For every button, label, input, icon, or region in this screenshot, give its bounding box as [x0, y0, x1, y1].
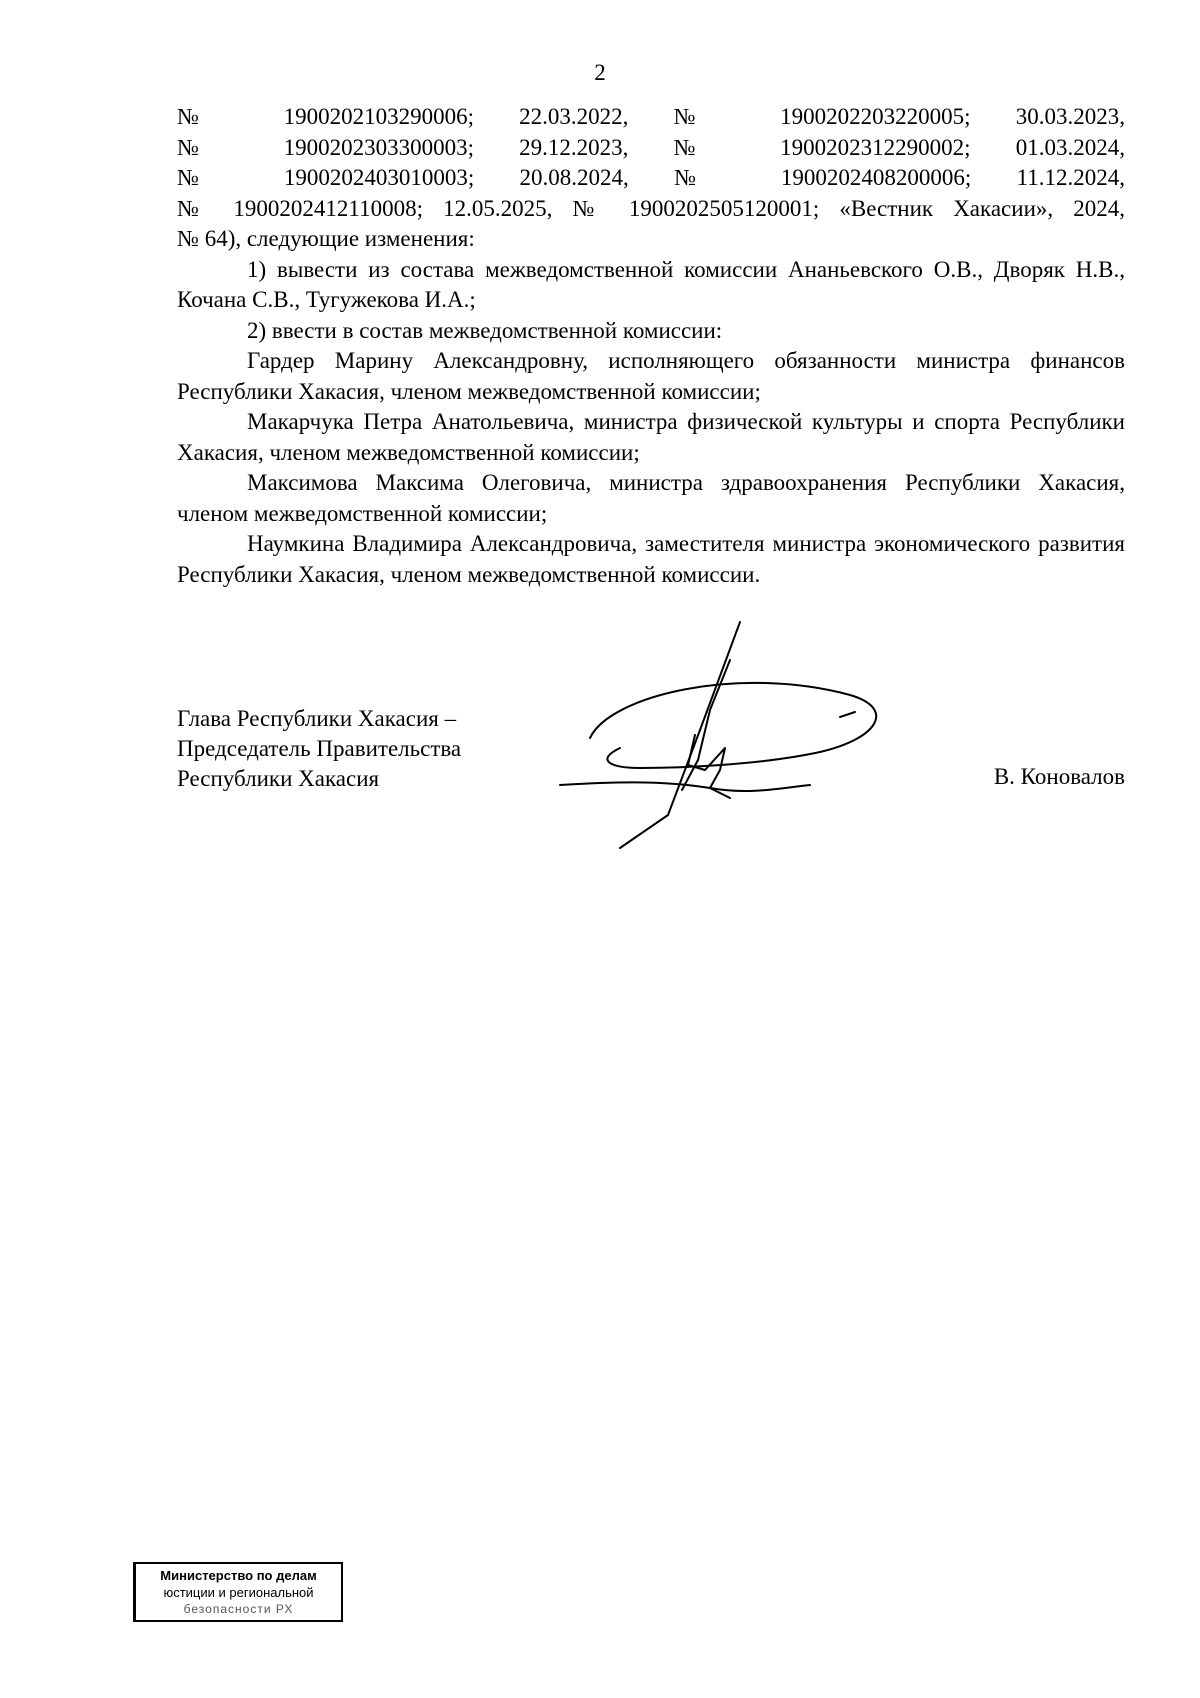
- number-sign: №: [177, 165, 239, 190]
- signatory-title: [177, 704, 461, 794]
- signatory-title-line: Председатель Правительства: [177, 736, 462, 761]
- registry-date: 22.03.2022,: [519, 104, 629, 129]
- registry-line-1: [177, 102, 1125, 133]
- registry-line-3: [177, 163, 1125, 194]
- document-body: [177, 102, 1125, 590]
- registry-number: 1900202203220005;: [780, 104, 971, 129]
- registry-date: 20.08.2024,: [519, 165, 629, 190]
- signatory-name: В. Коновалов: [993, 764, 1125, 789]
- member-makarchuk: Макарчука Петра Анатольевича, министра физической культуры и спорта Республики Хакасия, членом межведомственной комиссии;: [177, 409, 1125, 465]
- ministry-stamp: [133, 1562, 343, 1622]
- registry-line-2: [177, 133, 1125, 164]
- signatory-title-line: Республики Хакасия: [177, 766, 380, 791]
- number-sign: №: [177, 104, 239, 129]
- member-garder: Гардер Марину Александровну, исполняющего обязанности министра финансов Республики Хакасия, членом межведомственной комиссии;: [177, 348, 1125, 404]
- registry-date: 30.03.2023,: [1015, 104, 1125, 129]
- number-sign: №: [177, 134, 239, 160]
- registry-number: 1900202312290002;: [780, 134, 971, 160]
- registry-number: 1900202403010003;: [283, 165, 475, 190]
- item-add-members: 2) ввести в состав межведомственной комиссии:: [247, 317, 723, 343]
- stamp-line: юстиции и региональной: [163, 1585, 314, 1600]
- member-naumkin: Наумкина Владимира Александровича, заместителя министра экономического развития Республики Хакасия, членом межведомственной комиссии.: [177, 531, 1125, 587]
- registry-line-4: № 1900202412110008; 12.05.2025, № 1900202505120001; «Вестник Хакасии», 2024,: [177, 195, 1125, 221]
- changes-intro: № 64), следующие изменения:: [177, 226, 475, 251]
- stamp-line: безопасности РХ: [183, 1602, 294, 1616]
- registry-date: 11.12.2024,: [1016, 165, 1126, 190]
- registry-number: 1900202303300003;: [283, 134, 474, 160]
- item-remove-members: 1) вывести из состава межведомственной комиссии Ананьевского О.В., Дворяк Н.В., Кочана С.В., Тугужекова И.А.;: [177, 256, 1125, 312]
- number-sign: №: [673, 134, 735, 160]
- registry-date: 01.03.2024,: [1015, 134, 1125, 160]
- registry-number: 1900202103290006;: [283, 104, 474, 129]
- stamp-line: Министерство по делам: [160, 1568, 317, 1583]
- registry-date: 29.12.2023,: [519, 134, 629, 160]
- number-sign: №: [673, 104, 735, 129]
- handwritten-signature: [550, 620, 900, 860]
- member-maksimov: Максимова Максима Олеговича, министра здравоохранения Республики Хакасия, членом межведомственной комиссии;: [177, 470, 1125, 526]
- number-sign: №: [674, 165, 736, 190]
- signatory-title-line: Глава Республики Хакасия –: [177, 706, 457, 731]
- registry-number: 1900202408200006;: [780, 165, 972, 190]
- page-number: 2: [594, 60, 606, 85]
